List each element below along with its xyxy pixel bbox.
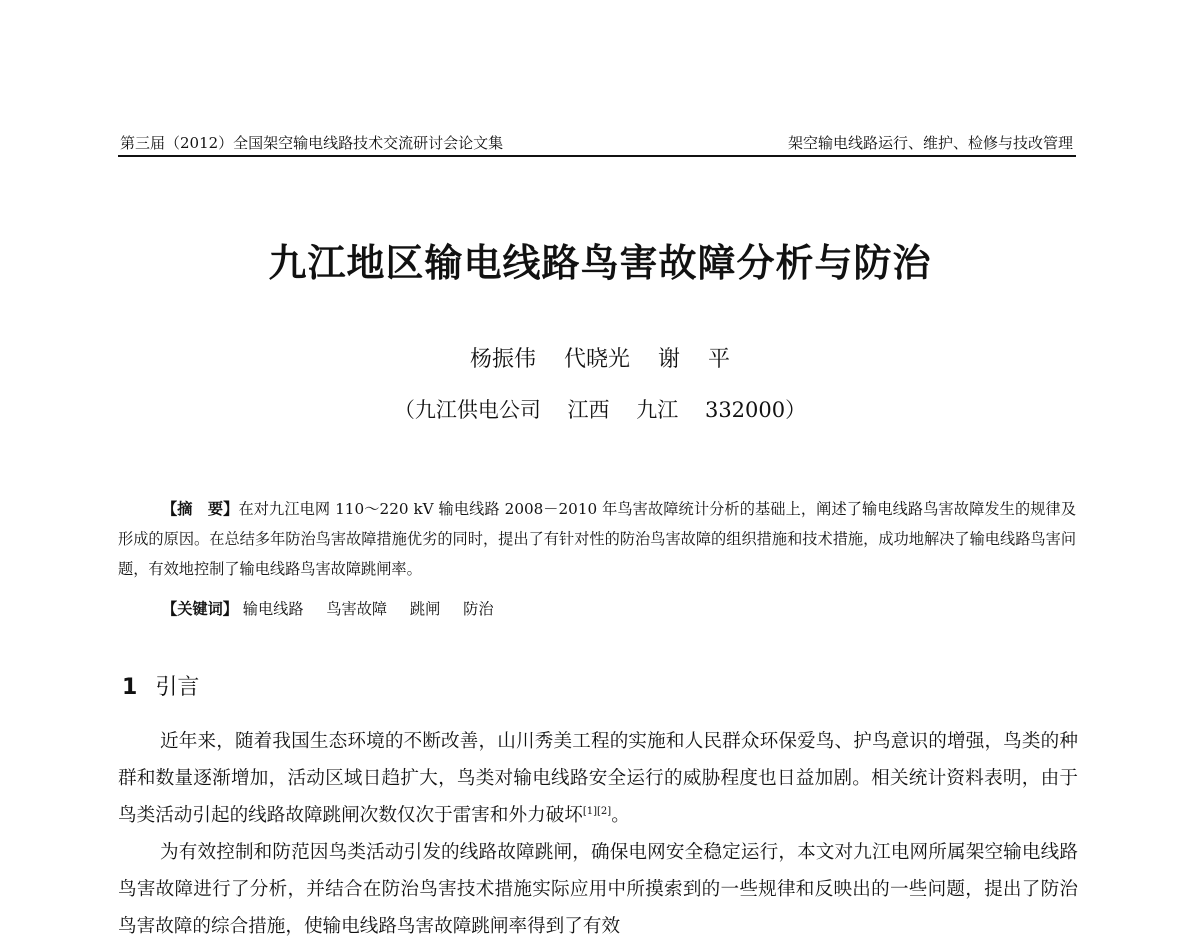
citation: [1][2] bbox=[582, 805, 612, 817]
section-heading bbox=[122, 670, 199, 701]
affiliation: （九江供电公司 江西 九江 332000） bbox=[393, 398, 807, 422]
keyword: 鸟害故障 bbox=[326, 600, 388, 618]
section-number: 1 bbox=[122, 675, 138, 700]
keyword: 输电线路 bbox=[242, 600, 304, 618]
keyword: 跳闸 bbox=[409, 600, 441, 618]
authors: 杨振伟 代晓光 谢 平 bbox=[470, 347, 730, 372]
keywords bbox=[162, 598, 512, 619]
section-body bbox=[118, 723, 1078, 945]
running-header-left: 第三届（2012）全国架空输电线路技术交流研讨会论文集 bbox=[120, 134, 504, 152]
header-rule bbox=[118, 155, 1076, 157]
abstract-paragraph bbox=[118, 494, 1076, 584]
running-header-right: 架空输电线路运行、维护、检修与技改管理 bbox=[787, 134, 1073, 152]
section-title: 引言 bbox=[155, 675, 200, 700]
body-paragraph bbox=[118, 723, 1078, 834]
paragraph-end: 。 bbox=[611, 805, 630, 826]
paragraph-text: 为有效控制和防范因鸟类活动引发的线路故障跳闸，确保电网安全稳定运行，本文对九江电网所属架空输电线路鸟害故障进行了分析，并结合在防治鸟害技术措施实际应用中所摸索到的一些规律和反映出的一些问题，提出了防治鸟害故障的综合措施，使输电线路鸟害故障跳闸率得到了有效 bbox=[118, 842, 1078, 937]
keyword: 防治 bbox=[463, 600, 494, 618]
body-paragraph bbox=[118, 834, 1078, 945]
abstract-label: 【摘 要】 bbox=[162, 500, 239, 518]
paragraph-text: 近年来，随着我国生态环境的不断改善，山川秀美工程的实施和人民群众环保爱鸟、护鸟意识的增强，鸟类的种群和数量逐渐增加，活动区域日趋扩大，鸟类对输电线路安全运行的威胁程度也日益加剧。相关统计资料表明，由于鸟类活动引起的线路故障跳闸次数仅次于雷害和外力破坏 bbox=[118, 731, 1078, 826]
abstract-text: 在对九江电网 110～220 kV 输电线路 2008－2010 年鸟害故障统计分析的基础上，阐述了输电线路鸟害故障发生的规律及形成的原因。在总结多年防治鸟害故障措施优劣的同时，提出了有针对性的防治鸟害故障的组织措施和技术措施，成功地解决了输电线路鸟害问题，有效地控制了输电线路鸟害故障跳闸率。 bbox=[118, 500, 1077, 578]
abstract bbox=[118, 494, 1076, 584]
keywords-label: 【关键词】 bbox=[162, 600, 238, 618]
paper-title: 九江地区输电线路鸟害故障分析与防治 bbox=[268, 241, 932, 285]
